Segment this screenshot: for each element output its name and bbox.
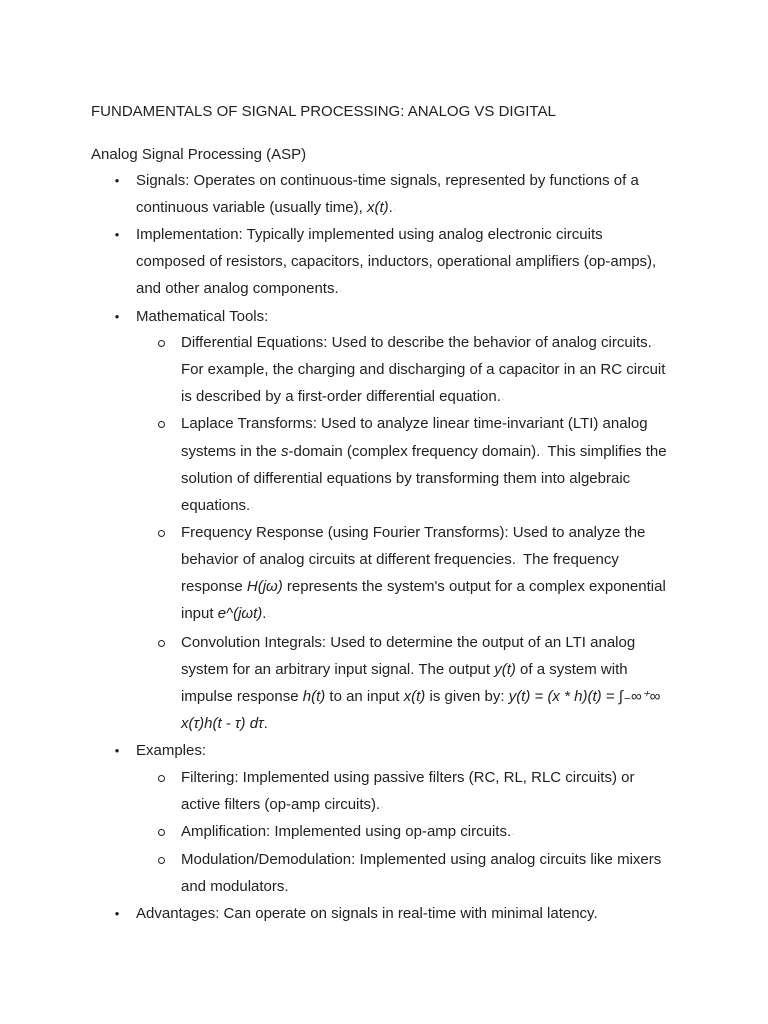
laplace-line-1: Laplace Transforms: Used to analyze linear time-invariant (LTI) analog	[181, 415, 648, 432]
frequency-line-2: behavior of analog circuits at different frequencies.◦ The frequency	[181, 551, 619, 568]
laplace-line-2: systems in the s-domain (complex frequency domain).◦ This simplifies the	[181, 443, 667, 460]
reference-mark: ◦	[339, 289, 342, 295]
math-tools-label: Mathematical Tools:	[136, 308, 269, 325]
reference-mark: ◦	[267, 614, 270, 620]
document-title: FUNDAMENTALS OF SIGNAL PROCESSING: ANALOG VS DIGITAL	[91, 103, 556, 120]
bullet-math-tools: •	[114, 309, 120, 324]
signals-line-2: continuous variable (usually time), x(t).◦	[136, 199, 396, 216]
modulation-line-1: Modulation/Demodulation: Implemented using analog circuits like mixers	[181, 851, 662, 868]
reference-mark: ◦	[652, 343, 655, 349]
examples-label: Examples:	[136, 742, 207, 759]
convolution-line-3: impulse response h(t) to an input x(t) is given by: y(t) = (x * h)(t) = ∫₋∞⁺∞	[181, 688, 661, 705]
frequency-line-4: input e^(jωt).◦	[181, 605, 270, 622]
diff-eq-line-2: For example, the charging and discharging of a capacitor in an RC circuit	[181, 361, 666, 378]
convolution-line-4: x(τ)h(t - τ) dτ.	[181, 715, 268, 732]
sub-bullet-laplace	[158, 421, 165, 428]
sub-bullet-amplification	[158, 829, 165, 836]
advantages-line: Advantages: Can operate on signals in real-time with minimal latency.	[136, 905, 598, 922]
convolution-line-1: Convolution Integrals: Used to determine the output of an LTI analog	[181, 634, 636, 651]
modulation-line-2: and modulators.	[181, 878, 289, 895]
convolution-line-2: system for an arbitrary input signal. The output y(t) of a system with	[181, 661, 628, 678]
reference-mark: ◦	[251, 506, 254, 512]
laplace-line-4: equations.◦	[181, 497, 254, 514]
reference-mark: ◦	[516, 560, 520, 566]
diff-eq-line-3: is described by a first-order differential equation.◦	[181, 388, 505, 405]
diff-eq-line-1: Differential Equations: Used to describe the behavior of analog circuits.◦	[181, 334, 655, 351]
frequency-line-3: response H(jω) represents the system's output for a complex exponential	[181, 578, 666, 595]
signals-line-1: Signals: Operates on continuous-time signals, represented by functions of a	[136, 172, 639, 189]
filtering-line-2: active filters (op-amp circuits).◦	[181, 796, 384, 813]
bullet-advantages: •	[114, 906, 120, 921]
reference-mark: ◦	[381, 805, 384, 811]
bullet-signals: •	[114, 173, 120, 188]
sub-bullet-frequency	[158, 530, 165, 537]
reference-mark: ◦	[501, 397, 505, 403]
frequency-line-1: Frequency Response (using Fourier Transforms): Used to analyze the	[181, 524, 646, 541]
implementation-line-2: composed of resistors, capacitors, inductors, operational amplifiers (op-amps),	[136, 253, 657, 270]
bullet-examples: •	[114, 743, 120, 758]
sub-bullet-diff-eq	[158, 340, 165, 347]
sub-bullet-modulation	[158, 857, 165, 864]
reference-mark: ◦	[541, 452, 544, 458]
filtering-line-1: Filtering: Implemented using passive filters (RC, RL, RLC circuits) or	[181, 769, 635, 786]
reference-mark: ◦	[512, 832, 515, 838]
sub-bullet-convolution	[158, 640, 165, 647]
reference-mark: ◦	[393, 208, 396, 214]
sub-bullet-filtering	[158, 775, 165, 782]
laplace-line-3: solution of differential equations by transforming them into algebraic	[181, 470, 631, 487]
implementation-line-3: and other analog components.◦	[136, 280, 342, 297]
bullet-implementation: •	[114, 227, 120, 242]
amplification-line: Amplification: Implemented using op-amp circuits.◦	[181, 823, 515, 840]
section-heading: Analog Signal Processing (ASP)	[91, 146, 307, 163]
implementation-line-1: Implementation: Typically implemented using analog electronic circuits	[136, 226, 603, 243]
